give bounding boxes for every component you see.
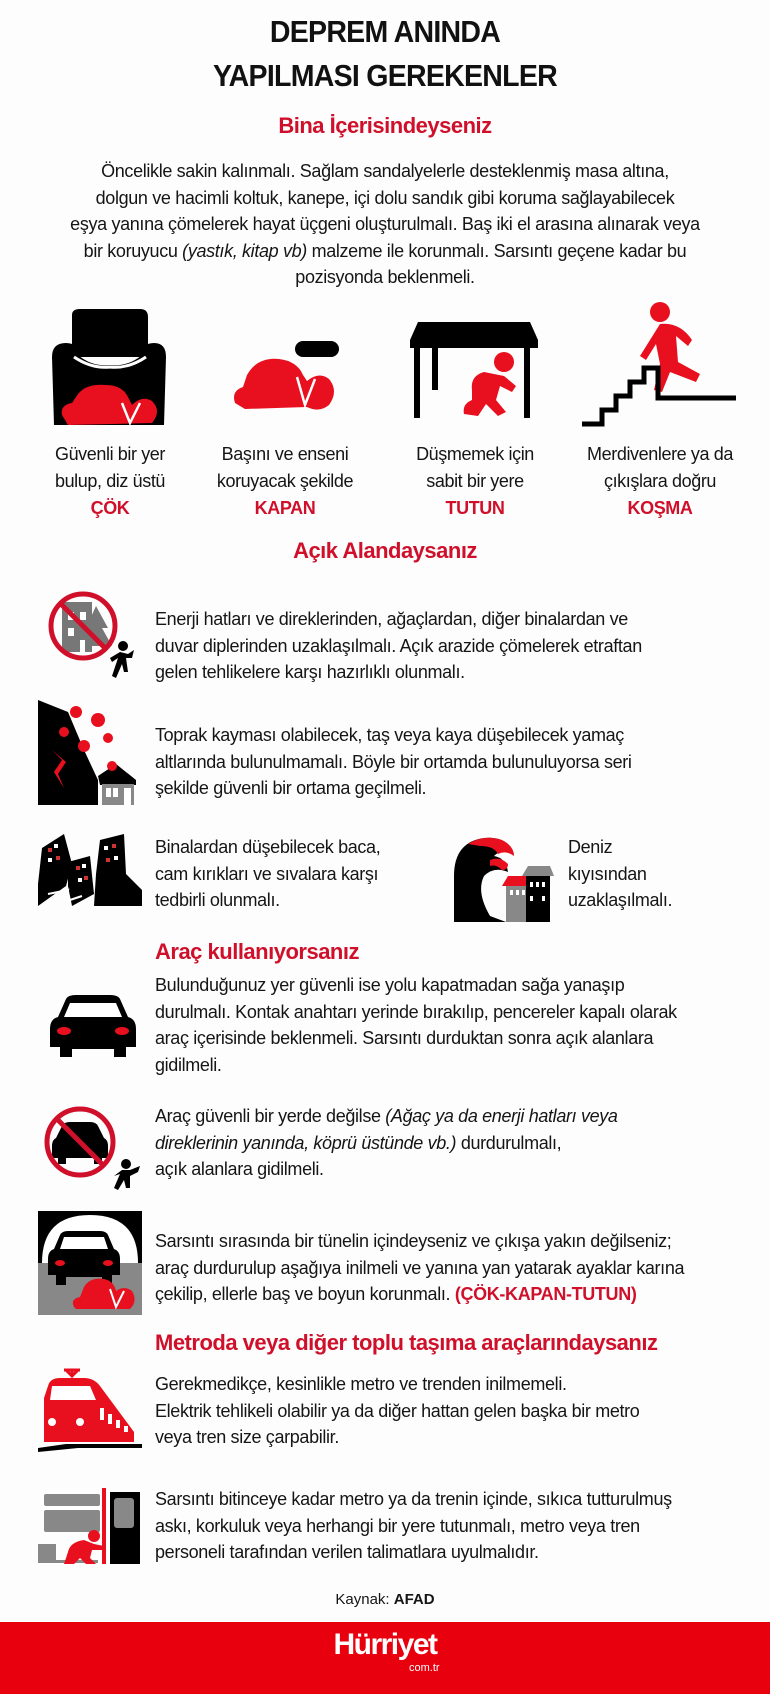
text-line: araç durdurulup aşağıya inilmeli ve yanına yan yatarak ayaklar karına <box>155 1257 685 1278</box>
caption-line: Başını ve enseni <box>221 444 349 464</box>
cover-head-icon <box>225 335 345 415</box>
intro-text: bir koruyucu <box>83 240 183 261</box>
text-span: durdurulmalı, <box>456 1132 562 1153</box>
source-label: Kaynak: <box>335 1591 394 1608</box>
caption-line: sabit bir yere <box>426 471 524 491</box>
outdoor-item-text <box>155 606 642 686</box>
intro-italic: (yastık, kitap vb) <box>182 240 307 261</box>
intro-line <box>40 238 730 265</box>
text-line: Bulunduğunuz yer güvenli ise yolu kapatmadan sağa yanaşıp <box>155 975 625 995</box>
text-line: Sarsıntı sırasında bir tünelin içindeyseniz ve çıkışa yakın değilseniz; <box>155 1231 672 1251</box>
intro-text: malzeme ile korunmalı. Sarsıntı geçene kadar bu <box>306 240 687 261</box>
caption-line: Merdivenlere ya da <box>587 444 733 464</box>
text-line: kıyısından <box>568 863 647 884</box>
text-span: Araç güvenli bir yerde değilse <box>155 1106 386 1126</box>
action-caption-cok <box>25 441 195 522</box>
outdoor-item-text <box>568 834 672 914</box>
section-heading-transit: Metroda veya diğer toplu taşıma araçlarındaysanız <box>155 1330 658 1355</box>
action-keyword: ÇÖK <box>90 498 130 518</box>
text-line: Toprak kayması olabilecek, taş veya kaya düşebilecek yamaç <box>155 725 624 745</box>
page-title-line-1: DEPREM ANINDA <box>269 14 501 49</box>
vehicle-item-text <box>155 1103 618 1183</box>
section-heading-vehicle: Araç kullanıyorsanız <box>155 939 359 964</box>
text-line: gelen tehlikelere karşı hazırlıklı olunmalı. <box>155 662 465 682</box>
text-line: şekilde güvenli bir ortama geçilmeli. <box>155 778 427 798</box>
transit-item-text <box>155 1486 672 1566</box>
action-keyword: TUTUN <box>445 498 505 518</box>
text-line: açık alanlara gidilmeli. <box>155 1159 324 1179</box>
outdoor-item-text <box>155 722 632 802</box>
caption-line: Güvenli bir yer <box>54 444 166 464</box>
text-span: çekilip, ellerle baş ve boyun korunmalı. <box>155 1284 455 1304</box>
no-car-icon <box>38 1100 143 1190</box>
text-line: duvar diplerinden uzaklaşılmalı. Açık arazide çömelerek etraftan <box>155 635 642 656</box>
no-buildings-icon <box>38 588 138 683</box>
text-line: altlarında bulunulmamalı. Böyle bir ortamda bulunuluyorsa seri <box>155 751 632 772</box>
text-line: personeli tarafından verilen talimatlara uyulmalıdır. <box>155 1542 539 1562</box>
text-line: araç içerisinde beklenmeli. Sarsıntı durduktan sonra açık alanlara <box>155 1028 654 1048</box>
metro-hold-icon <box>38 1488 142 1564</box>
source-credit <box>0 1591 770 1608</box>
intro-line: Öncelikle sakin kalınmalı. Sağlam sandalyelerle desteklenmiş masa altına, <box>101 161 669 181</box>
armchair-crouch-icon <box>40 305 170 430</box>
italic-span: direklerinin yanında, köprü üstünde vb.) <box>155 1132 457 1153</box>
text-line: tedbirli olunmalı. <box>155 890 280 910</box>
intro-line: dolgun ve hacimli koltuk, kanepe, içi dolu sandık gibi koruma sağlayabilecek <box>95 187 675 208</box>
vehicle-item-text <box>155 1228 684 1308</box>
tsunami-icon <box>450 836 555 922</box>
intro-line: eşya yanına çömelerek hayat üçgeni oluşturulmalı. Baş iki el arasına alınarak veya <box>70 214 700 234</box>
vehicle-item-text <box>155 972 677 1078</box>
action-keyword: KAPAN <box>254 498 316 518</box>
caption-line: bulup, diz üstü <box>54 471 166 491</box>
table-hold-icon <box>408 320 538 420</box>
collapsing-buildings-icon <box>38 834 143 906</box>
cok-kapan-tutun-label: (ÇÖK-KAPAN-TUTUN) <box>454 1284 637 1304</box>
action-keyword: KOŞMA <box>627 498 693 518</box>
action-caption-kapan <box>200 441 370 522</box>
text-line: Sarsıntı bitinceye kadar metro ya da trenin içinde, sıkıca tutturulmuş <box>155 1489 672 1509</box>
hurriyet-logo[interactable]: Hürriyet <box>333 1628 437 1661</box>
text-line <box>155 1130 618 1157</box>
landslide-icon <box>38 700 138 805</box>
text-line: veya tren size çarpabilir. <box>155 1427 339 1447</box>
outdoor-item-text <box>155 834 380 914</box>
action-caption-kosma <box>570 441 750 522</box>
hurriyet-logo-domain: com.tr <box>409 1662 440 1674</box>
caption-line: koruyacak şekilde <box>216 471 354 491</box>
action-caption-tutun <box>390 441 560 522</box>
text-line: cam kırıkları ve sıvalara karşı <box>155 863 379 884</box>
stairs-run-icon <box>580 300 740 430</box>
text-line: gidilmeli. <box>155 1054 222 1075</box>
footer-bar <box>0 1622 770 1694</box>
section-heading-indoor: Bina İçerisindeyseniz <box>278 113 492 138</box>
caption-line: Düşmemek için <box>416 444 534 464</box>
source-value: AFAD <box>393 1591 435 1608</box>
text-line: Binalardan düşebilecek baca, <box>155 837 381 857</box>
text-line: Gerekmedikçe, kesinlikle metro ve trenden inilmemeli. <box>155 1374 567 1394</box>
car-icon <box>48 995 138 1060</box>
text-line: Enerji hatları ve direklerinden, ağaçlardan, diğer binalardan ve <box>155 609 628 629</box>
caption-line: çıkışlara doğru <box>603 471 717 491</box>
text-line <box>155 1281 684 1308</box>
train-icon <box>38 1368 142 1452</box>
intro-line: pozisyonda beklenmeli. <box>295 267 475 287</box>
text-line: durulmalı. Kontak anahtarı yerinde bırakılıp, pencereler kapalı olarak <box>155 1001 677 1022</box>
text-line <box>155 1103 618 1130</box>
transit-item-text <box>155 1371 639 1451</box>
text-line: uzaklaşılmalı. <box>568 890 673 910</box>
italic-span: (Ağaç ya da enerji hatları veya <box>385 1106 618 1126</box>
indoor-intro-paragraph <box>40 158 730 291</box>
text-line: askı, korkuluk veya herhangi bir yere tutunmalı, metro veya tren <box>155 1515 640 1536</box>
text-line: Deniz <box>568 837 613 857</box>
section-heading-outdoor: Açık Alandaysanız <box>293 538 477 563</box>
tunnel-car-icon <box>38 1211 142 1315</box>
page-title-line-2: YAPILMASI GEREKENLER <box>213 58 557 93</box>
text-line: Elektrik tehlikeli olabilir ya da diğer hattan gelen başka bir metro <box>155 1400 640 1421</box>
